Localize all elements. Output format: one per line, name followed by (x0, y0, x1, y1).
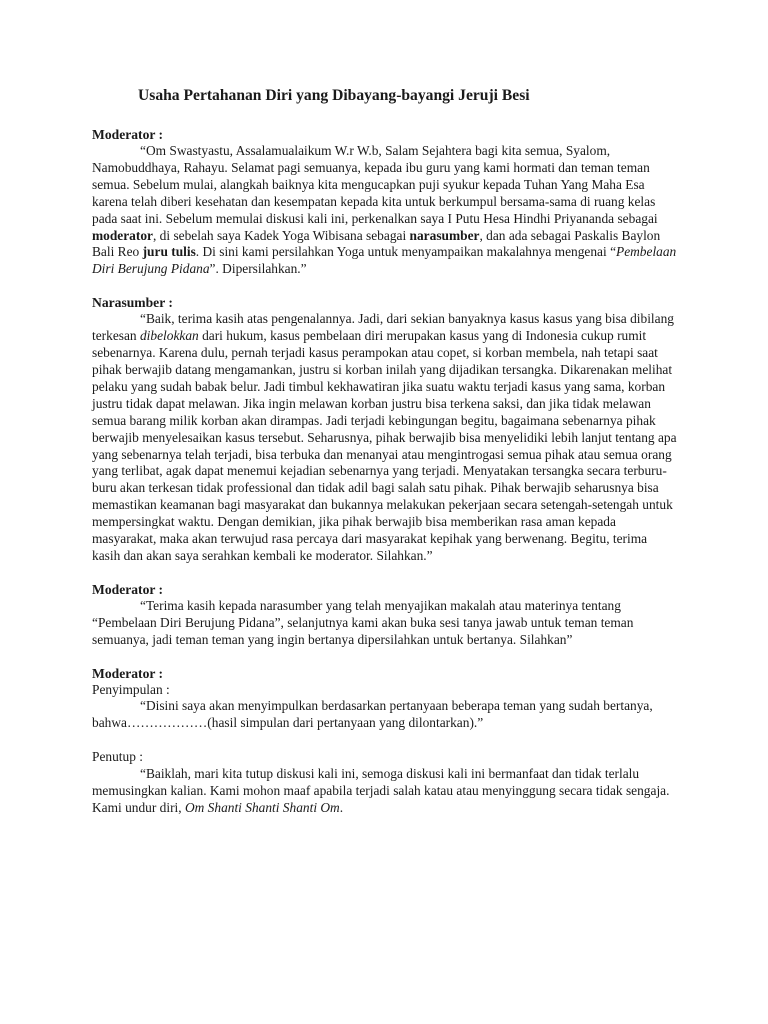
closing-label: Penutup : (92, 749, 143, 765)
speaker-label: Moderator : (92, 581, 164, 597)
topic-title: Pembelaan Diri Berujung Pidana (92, 244, 677, 277)
section-moderator-qa (92, 581, 678, 649)
speaker-label: Moderator : (92, 127, 164, 142)
speaker-label: Narasumber : (92, 295, 173, 311)
narasumber-paragraph: “Baik, terima kasih atas pengenalannya. Jadi, dari sekian banyaknya kasus kasus yang bisa dibilang terkesan dibelokkan dari hukum, kasus pembelaan diri merupakan kasus yang di Indonesia cukup rumit sebenarnya. Karena dulu, pernah terjadi kasus perampokan atau copet, si korban membela, nah tetapi saat pihak berwajib datang mengamankan, justru si korban inilah yang dijadikan tersangka. Dikarenakan melihat pelaku yang sudah babak belur. Jadi timbul kekhawatiran jika suatu waktu terjadi kasus yang sama, korban justru tidak dapat melawan. Jika ingin melawan korban justru bisa terkena saksi, dan jika tidak melawan semua barang milik korban akan dirampas. Jadi terjadi kebingungan begitu, bagaimana sebenarnya pihak berwajib menyelesaikan kasus tersebut. Seharusnya, pihak berwajib bisa menyelidiki lebih lanjut tentang apa yang sebenarnya telah terjadi, bisa terbuka dan menanyai atau mengintrogasi semua pihak atau semua orang yang terlibat, agak dapat menemui kejadian sebenarnya yang terjadi. Menyatakan tersangka secara terburu-buru akan terkesan tidak professional dan tidak adil bagi salah satu pihak. Pihak berwajib seharusnya bisa memastikan keamanan bagi masyarakat dan bukannya melakukan pekerjaan secara setengah-setengah untuk mempersingkat waktu. Dengan demikian, jika pihak berwajib bisa memberikan rasa aman kepada masyarakat, maka akan terwujud rasa percaya dari masyarakat kepihak yang berwenang. Begitu, terima kasih dan akan saya serahkan kembali ke moderator. Silahkan.” (92, 311, 677, 563)
role-narasumber: narasumber (409, 227, 480, 243)
speaker-label: Moderator : (92, 665, 164, 681)
moderator-qa-paragraph: “Terima kasih kepada narasumber yang telah menyajikan makalah atau materinya tentang “Pembelaan Diri Berujung Pidana”, selanjutnya kami akan buka sesi tanya jawab untuk teman teman semuanya, jadi teman teman yang ingin bertanya dipersilahkan untuk bertanya. Silahkan” (92, 597, 634, 647)
moderator-opening-paragraph: “Om Swastyastu, Assalamualaikum W.r W.b, Salam Sejahtera bagi kita semua, Syalom, Namobuddhaya, Rahayu. Selamat pagi semuanya, kepada ibu guru yang kami hormati dan teman teman semua. Sebelum mulai, alangkah baiknya kita mengucapkan puji syukur kepada Tuhan Yang Maha Esa karena telah diberi kesehatan dan kesempatan kepada kita untuk berkumpul bersama-sama di ruang kelas pada saat ini. Sebelum memulai diskusi kali ini, perkenalkan saya I Putu Hesa Hindhi Priyananda sebagai moderator, di sebelah saya Kadek Yoga Wibisana sebagai narasumber, dan ada sebagai Paskalis Baylon Bali Reo juru tulis. Di sini kami persilahkan Yoga untuk menyampaikan makalahnya mengenai “Pembelaan Diri Berujung Pidana”. Dipersilahkan.” (92, 143, 677, 277)
conclusion-label: Penyimpulan : (92, 681, 170, 697)
section-moderator-opening (92, 126, 678, 278)
emphasis-term: dibelokkan (139, 328, 199, 344)
section-narasumber (92, 294, 678, 565)
role-moderator: moderator (92, 227, 153, 243)
spacer (92, 732, 678, 749)
closing-greeting: Om Shanti Shanti Shanti Om (184, 800, 340, 815)
conclusion-paragraph: “Disini saya akan menyimpulkan berdasarkan pertanyaan beberapa teman yang sudah bertanya, bahwa………………(hasil simpulan dari pertanyaan yang dilontarkan).” (92, 698, 653, 731)
document-title: Usaha Pertahanan Diri yang Dibayang-bayangi Jeruji Besi (138, 87, 530, 104)
closing-paragraph: “Baiklah, mari kita tutup diskusi kali ini, semoga diskusi kali ini bermanfaat dan tidak terlalu memusingkan kalian. Kami mohon maaf apabila terjadi salah katau atau menyinggung secara tidak sengaja. Kami undur diri, Om Shanti Shanti Shanti Om. (92, 766, 670, 815)
document-page (92, 86, 678, 833)
role-juru-tulis: juru tulis (142, 244, 196, 260)
section-moderator-closing (92, 665, 678, 817)
